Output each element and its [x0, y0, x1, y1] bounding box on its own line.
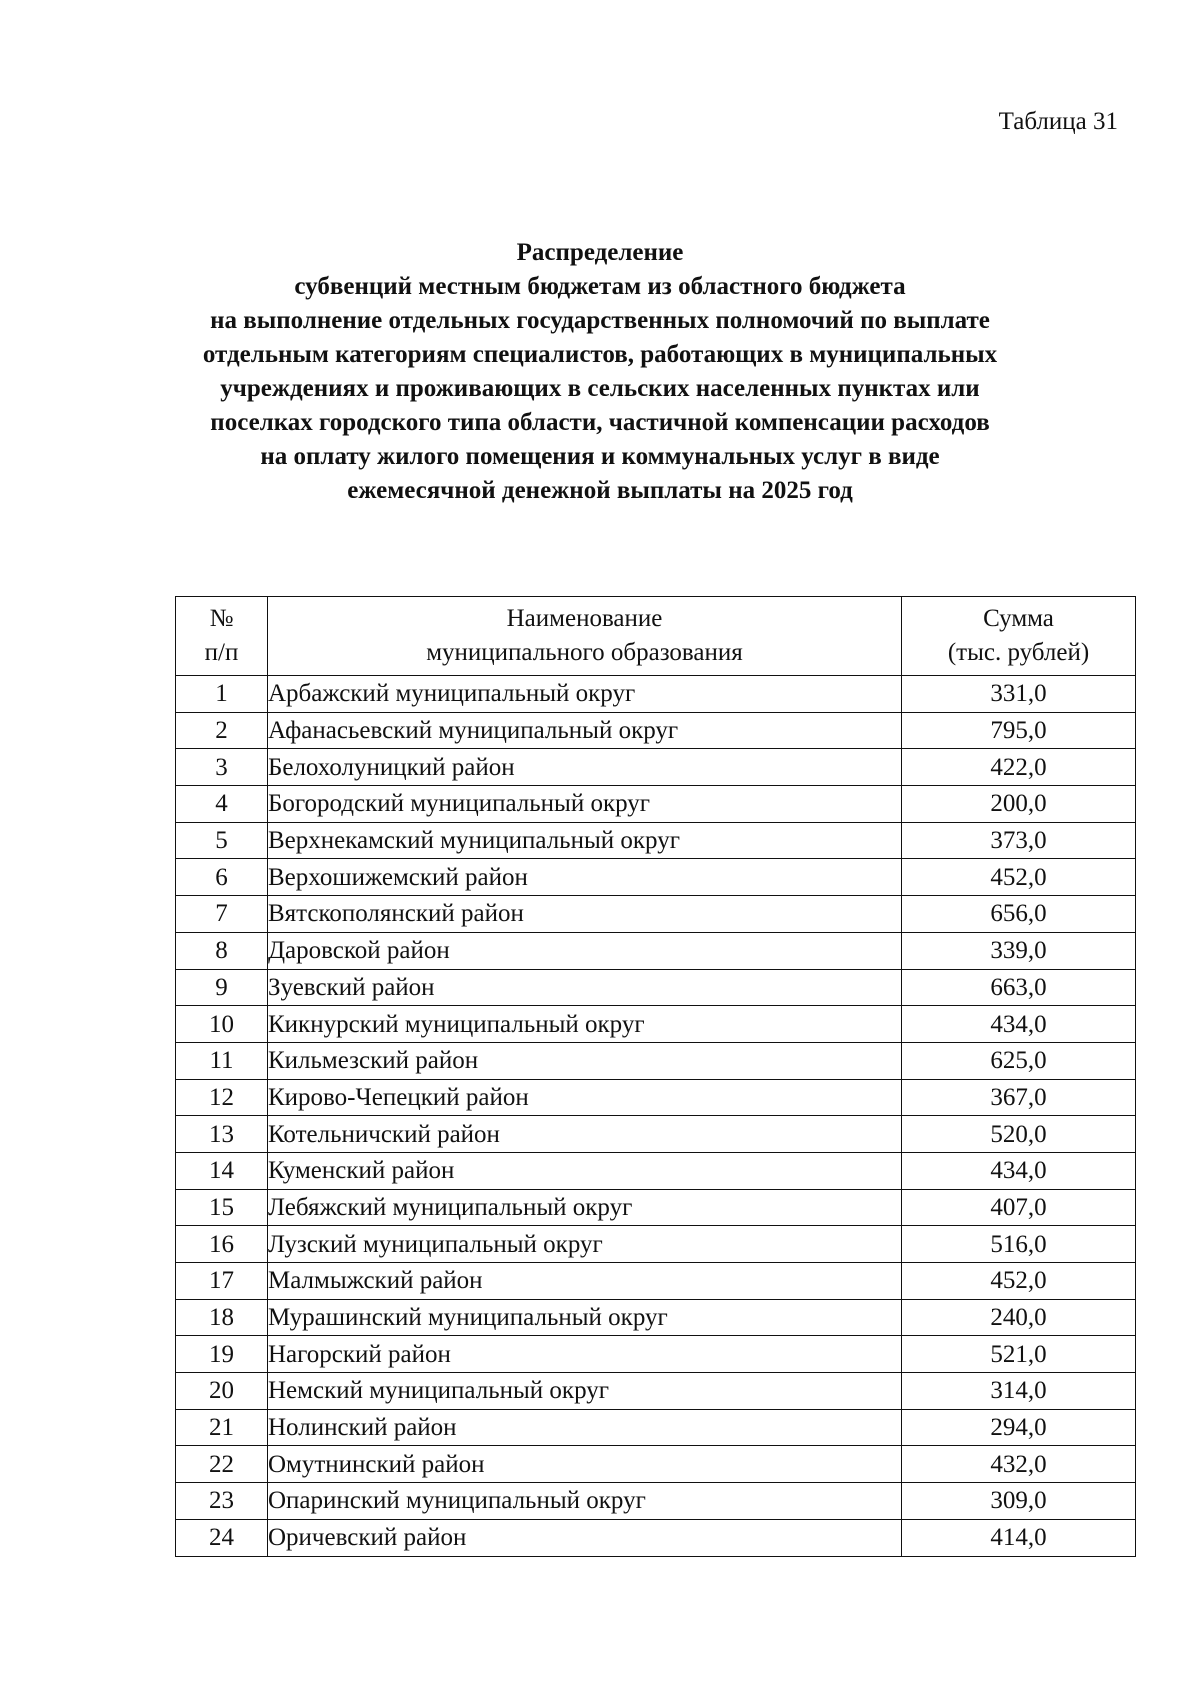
row-number: 1 — [176, 676, 268, 713]
table-row — [176, 1299, 1136, 1336]
row-number: 3 — [176, 749, 268, 786]
row-number: 14 — [176, 1152, 268, 1189]
row-number: 22 — [176, 1446, 268, 1483]
municipality-name: Кикнурский муниципальный округ — [268, 1006, 902, 1043]
row-number: 23 — [176, 1483, 268, 1520]
row-number: 19 — [176, 1336, 268, 1373]
row-number: 6 — [176, 859, 268, 896]
subvention-amount: 373,0 — [902, 822, 1136, 859]
column-header-sum: Сумма (тыс. рублей) — [902, 597, 1136, 676]
table-row — [176, 1006, 1136, 1043]
table-row — [176, 712, 1136, 749]
title-line: отдельным категориям специалистов, работающих в муниципальных — [202, 341, 998, 368]
subvention-amount: 422,0 — [902, 749, 1136, 786]
row-number: 10 — [176, 1006, 268, 1043]
table-row — [176, 1263, 1136, 1300]
title-line: учреждениях и проживающих в сельских населенных пунктах или — [220, 375, 980, 402]
subvention-amount: 434,0 — [902, 1152, 1136, 1189]
table-row — [176, 1483, 1136, 1520]
table-row — [176, 1226, 1136, 1263]
table-row — [176, 1409, 1136, 1446]
municipality-name: Малмыжский район — [268, 1263, 902, 1300]
table-header-row — [176, 597, 1136, 676]
subvention-table — [175, 596, 1136, 1557]
subvention-amount: 663,0 — [902, 969, 1136, 1006]
table-row — [176, 1042, 1136, 1079]
row-number: 20 — [176, 1373, 268, 1410]
subvention-amount: 414,0 — [902, 1519, 1136, 1556]
subvention-amount: 625,0 — [902, 1042, 1136, 1079]
subvention-amount: 520,0 — [902, 1116, 1136, 1153]
municipality-name: Зуевский район — [268, 969, 902, 1006]
municipality-name: Верхнекамский муниципальный округ — [268, 822, 902, 859]
municipality-name: Верхошижемский район — [268, 859, 902, 896]
table-row — [176, 1336, 1136, 1373]
row-number: 9 — [176, 969, 268, 1006]
table-row — [176, 749, 1136, 786]
table-row — [176, 1446, 1136, 1483]
municipality-name: Кирово-Чепецкий район — [268, 1079, 902, 1116]
table-row — [176, 969, 1136, 1006]
table-number-label: Таблица 31 — [998, 108, 1118, 135]
municipality-name: Вятскополянский район — [268, 896, 902, 933]
row-number: 12 — [176, 1079, 268, 1116]
row-number: 4 — [176, 786, 268, 823]
municipality-name: Богородский муниципальный округ — [268, 786, 902, 823]
title-line: на выполнение отдельных государственных полномочий по выплате — [210, 307, 990, 334]
title-line: на оплату жилого помещения и коммунальных услуг в виде — [260, 443, 940, 470]
table-row — [176, 1519, 1136, 1556]
table-row — [176, 676, 1136, 713]
subvention-amount: 521,0 — [902, 1336, 1136, 1373]
subvention-amount: 516,0 — [902, 1226, 1136, 1263]
municipality-name: Лебяжский муниципальный округ — [268, 1189, 902, 1226]
subvention-amount: 309,0 — [902, 1483, 1136, 1520]
row-number: 13 — [176, 1116, 268, 1153]
municipality-name: Нолинский район — [268, 1409, 902, 1446]
municipality-name: Куменский район — [268, 1152, 902, 1189]
municipality-name: Лузский муниципальный округ — [268, 1226, 902, 1263]
row-number: 8 — [176, 932, 268, 969]
subvention-amount: 656,0 — [902, 896, 1136, 933]
row-number: 21 — [176, 1409, 268, 1446]
document-title — [100, 236, 1100, 508]
row-number: 7 — [176, 896, 268, 933]
municipality-name: Даровской район — [268, 932, 902, 969]
subvention-amount: 452,0 — [902, 1263, 1136, 1300]
subvention-amount: 339,0 — [902, 932, 1136, 969]
table-row — [176, 1189, 1136, 1226]
row-number: 18 — [176, 1299, 268, 1336]
row-number: 15 — [176, 1189, 268, 1226]
table-row — [176, 1079, 1136, 1116]
table-row — [176, 1152, 1136, 1189]
subvention-amount: 795,0 — [902, 712, 1136, 749]
municipality-name: Арбажский муниципальный округ — [268, 676, 902, 713]
municipality-name: Мурашинский муниципальный округ — [268, 1299, 902, 1336]
municipality-name: Оричевский район — [268, 1519, 902, 1556]
table-row — [176, 822, 1136, 859]
column-header-number: № п/п — [176, 597, 268, 676]
municipality-name: Котельничский район — [268, 1116, 902, 1153]
row-number: 16 — [176, 1226, 268, 1263]
table-row — [176, 1116, 1136, 1153]
subvention-amount: 331,0 — [902, 676, 1136, 713]
row-number: 17 — [176, 1263, 268, 1300]
municipality-name: Нагорский район — [268, 1336, 902, 1373]
subvention-amount: 452,0 — [902, 859, 1136, 896]
municipality-name: Кильмезский район — [268, 1042, 902, 1079]
column-header-name: Наименование муниципального образования — [268, 597, 902, 676]
row-number: 11 — [176, 1042, 268, 1079]
municipality-name: Опаринский муниципальный округ — [268, 1483, 902, 1520]
title-line: ежемесячной денежной выплаты на 2025 год — [347, 477, 853, 504]
table-row — [176, 859, 1136, 896]
table-row — [176, 896, 1136, 933]
subvention-amount: 434,0 — [902, 1006, 1136, 1043]
subvention-amount: 367,0 — [902, 1079, 1136, 1116]
title-line: Распределение — [516, 239, 684, 266]
subvention-amount: 294,0 — [902, 1409, 1136, 1446]
table-row — [176, 786, 1136, 823]
subvention-amount: 314,0 — [902, 1373, 1136, 1410]
row-number: 24 — [176, 1519, 268, 1556]
municipality-name: Немский муниципальный округ — [268, 1373, 902, 1410]
subvention-amount: 432,0 — [902, 1446, 1136, 1483]
municipality-name: Омутнинский район — [268, 1446, 902, 1483]
table-row — [176, 932, 1136, 969]
municipality-name: Белохолуницкий район — [268, 749, 902, 786]
table-body — [176, 676, 1136, 1557]
municipality-name: Афанасьевский муниципальный округ — [268, 712, 902, 749]
subvention-amount: 240,0 — [902, 1299, 1136, 1336]
table-row — [176, 1373, 1136, 1410]
row-number: 2 — [176, 712, 268, 749]
subvention-amount: 407,0 — [902, 1189, 1136, 1226]
subvention-amount: 200,0 — [902, 786, 1136, 823]
row-number: 5 — [176, 822, 268, 859]
title-line: поселках городского типа области, частичной компенсации расходов — [210, 409, 990, 436]
title-line: субвенций местным бюджетам из областного бюджета — [294, 273, 906, 300]
